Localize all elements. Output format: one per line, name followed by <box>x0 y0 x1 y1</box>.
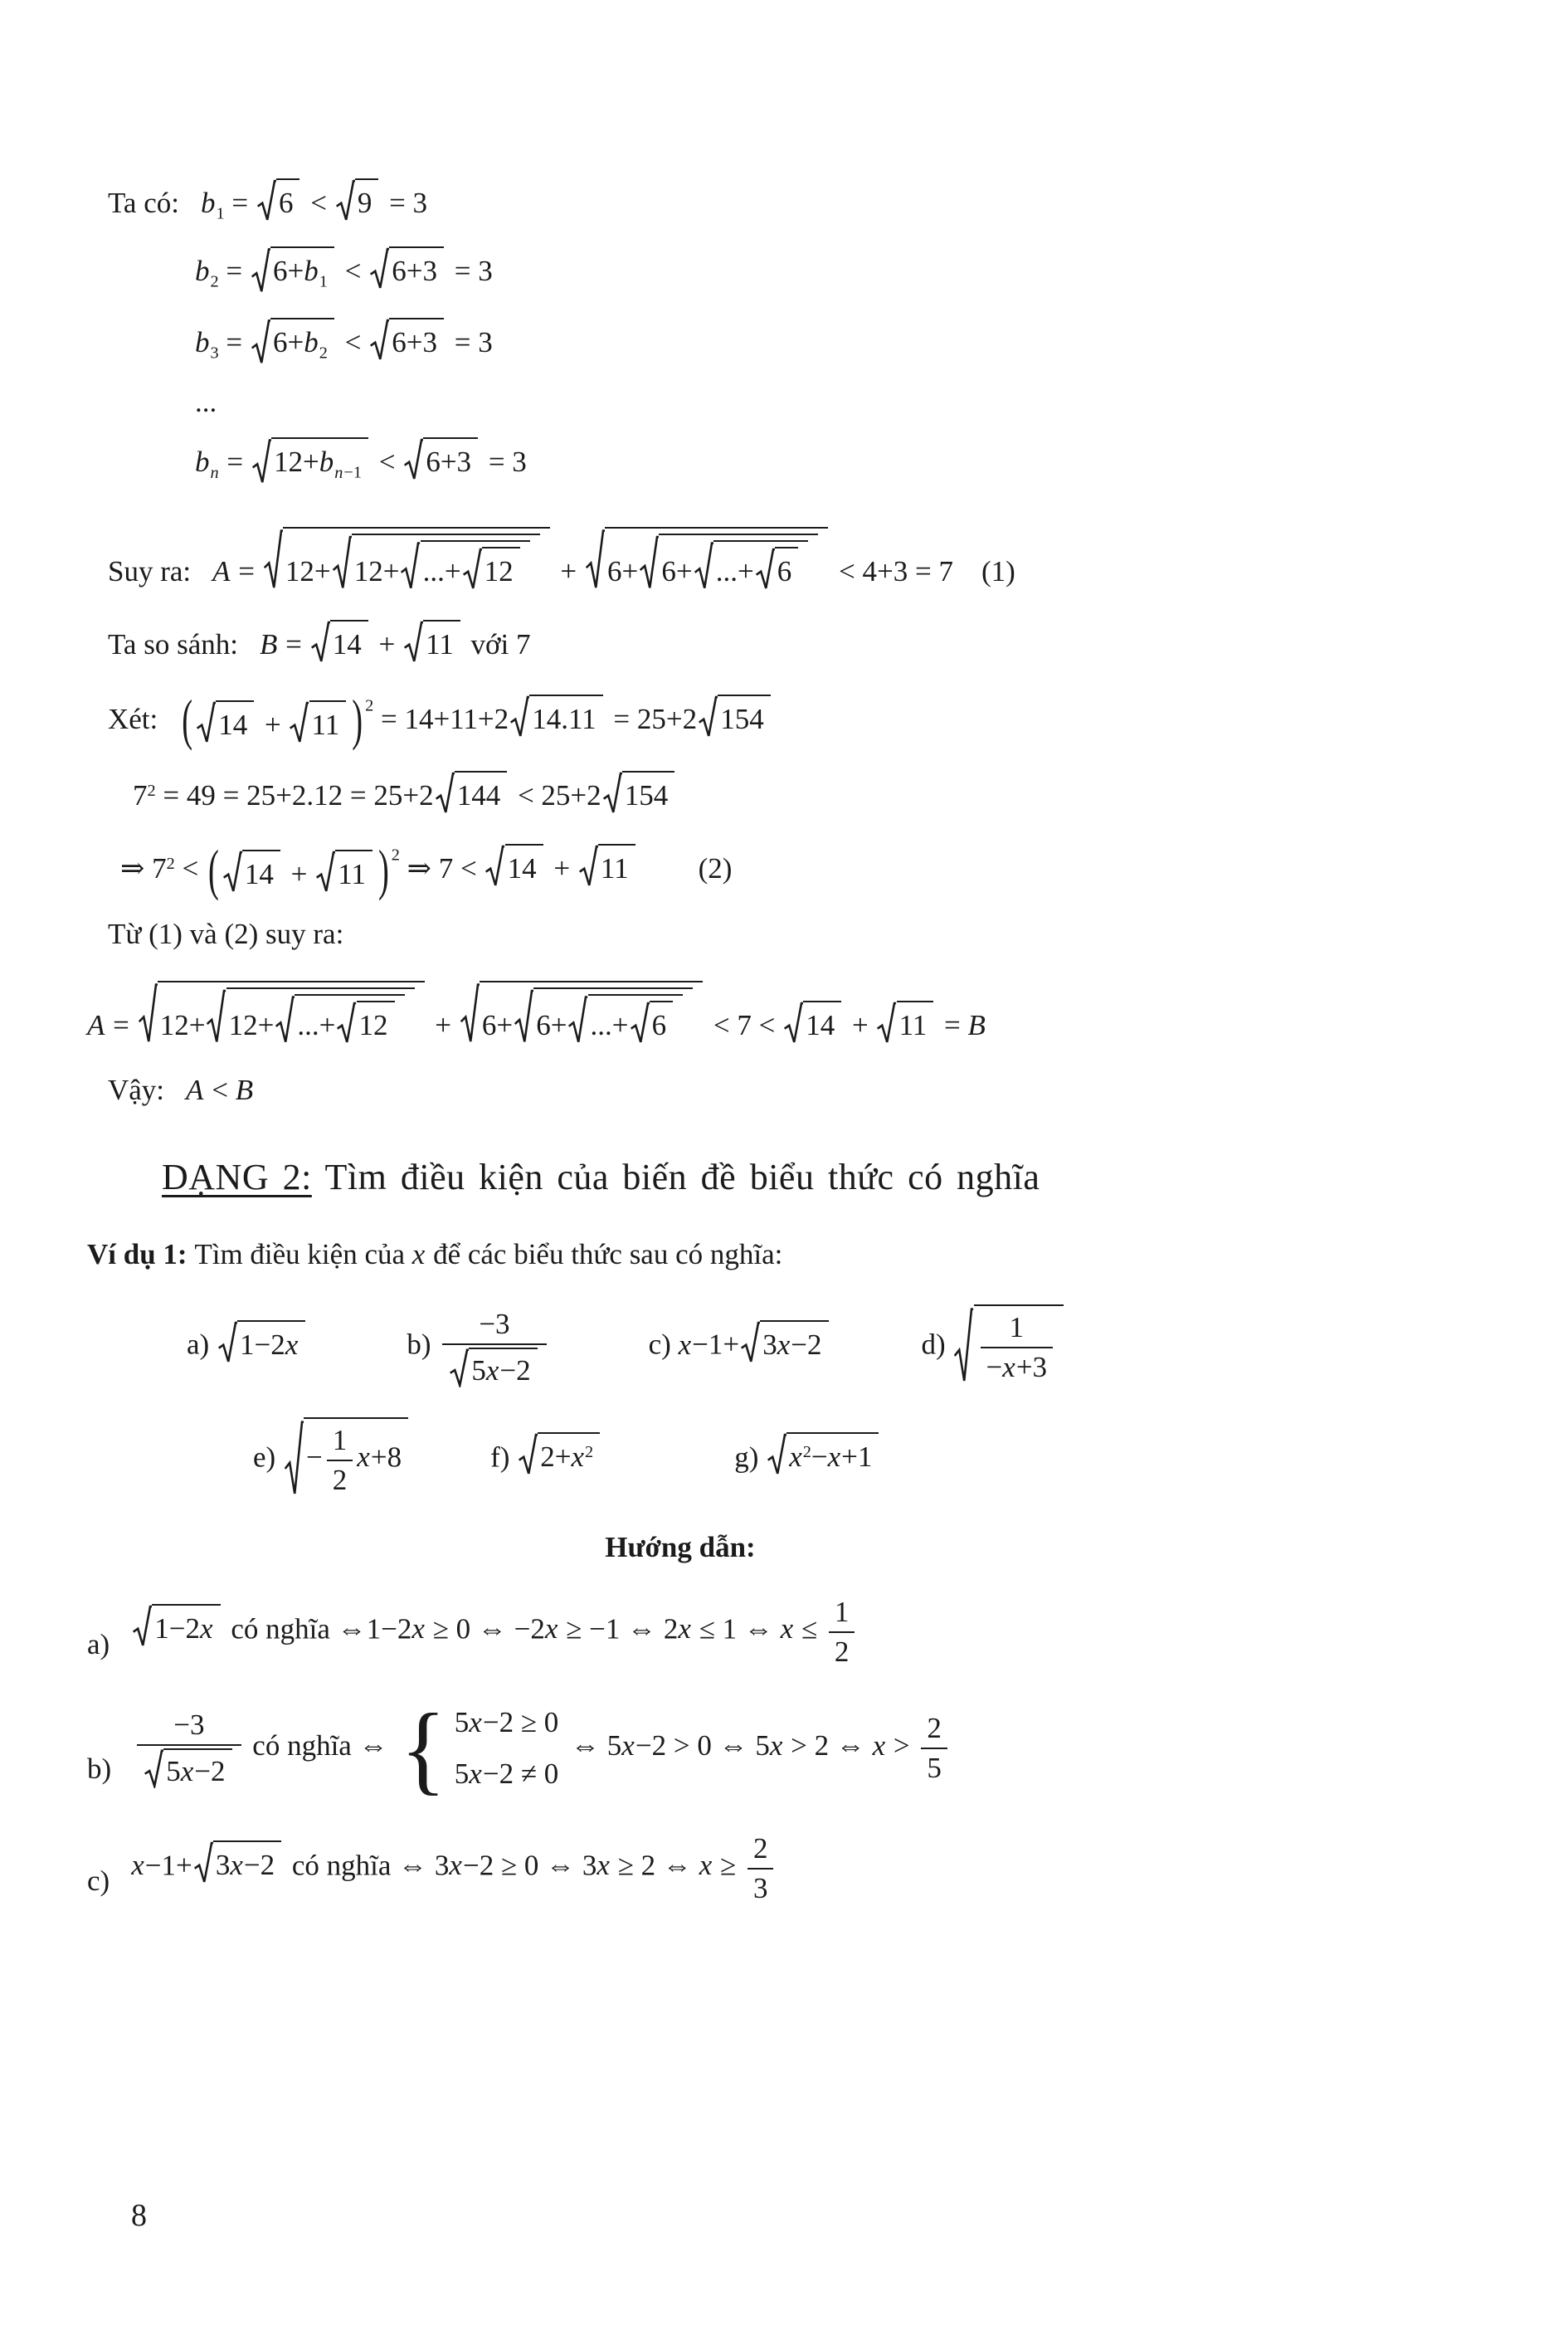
msub: 2 <box>319 344 328 363</box>
it: x <box>544 1612 558 1645</box>
sqrt-expression <box>631 1001 674 1044</box>
line-label: a) <box>87 1628 110 1661</box>
radical-sign-icon <box>370 318 389 361</box>
fraction <box>747 1832 774 1904</box>
it: b <box>319 445 334 478</box>
fraction <box>442 1308 546 1387</box>
it: x <box>285 1328 299 1361</box>
line-solution-c <box>87 1832 1477 1904</box>
sqrt-expression <box>133 1604 220 1647</box>
it: x <box>485 1354 499 1387</box>
it: x <box>357 1441 370 1474</box>
radicand: 11 <box>335 850 373 893</box>
line-implies <box>120 840 1477 902</box>
math-expression: DẠNG 2: Tìm điều kiện của biến đề biểu thức có nghĩa <box>162 1157 1040 1198</box>
radicand: 12 <box>357 1001 395 1044</box>
math-expression: ... <box>195 386 217 419</box>
line-label: Vậy: <box>108 1073 165 1106</box>
line-solution-a <box>87 1596 1477 1668</box>
line-vay <box>108 1072 1477 1109</box>
radicand: 154 <box>622 771 675 814</box>
radical-sign-icon <box>877 1001 896 1044</box>
crows <box>455 1704 559 1792</box>
sqrt-expression <box>285 1417 408 1496</box>
math-expression: A < B <box>186 1073 254 1106</box>
radicand: 12+ 12+ ...+ 12 <box>158 981 425 1044</box>
line-xet <box>108 690 1477 752</box>
it: b <box>195 255 210 288</box>
radicand: $x^2-x+1$ <box>786 1432 879 1475</box>
radical-sign-icon <box>568 994 587 1044</box>
pglyph: ) <box>352 690 363 752</box>
radicand: 11 <box>309 700 347 743</box>
line-b3 <box>195 318 1477 364</box>
it: n <box>334 463 343 482</box>
radicand: 14.11 <box>529 695 602 738</box>
it: x <box>469 1757 482 1790</box>
line-suy-ra <box>108 527 1477 590</box>
radical-sign-icon <box>337 1001 356 1044</box>
radicand: 6+ 6+ ...+ 6 <box>480 981 703 1044</box>
radical-sign-icon <box>197 700 216 743</box>
it: x <box>678 1328 692 1361</box>
fraction <box>921 1712 947 1784</box>
radical-sign-icon <box>404 620 423 663</box>
sqrt-expression <box>568 994 683 1044</box>
sqrt-expression <box>463 547 520 590</box>
math-expression: A = 12+ 12+ ...+ 12 + 6+ 6+ ...+ 6 < 7 < 14 + 11 = B <box>87 981 986 1044</box>
sqrt-expression <box>784 1001 841 1044</box>
radicand: 5x−2 <box>163 1748 231 1787</box>
radical-sign-icon <box>144 1748 163 1787</box>
radicand: ...+ 6 <box>588 994 684 1044</box>
sqrt-expression <box>603 771 675 814</box>
sqrt-expression <box>404 620 460 663</box>
msup: 2 <box>802 1443 811 1462</box>
pglyph: ( <box>207 840 219 902</box>
radical-sign-icon <box>741 1320 760 1363</box>
sqrt-expression <box>333 534 540 590</box>
radical-sign-icon <box>631 1001 650 1044</box>
radicand: 6 <box>650 1001 674 1044</box>
sqrt-expression <box>218 1320 305 1363</box>
condition-system <box>400 1692 559 1804</box>
sqrt-expression <box>401 540 529 590</box>
sqrt-expression <box>450 1348 537 1387</box>
it: x <box>200 1612 213 1645</box>
radical-sign-icon <box>223 850 242 893</box>
line-label: Xét: <box>108 702 158 735</box>
radicand: 6+ ...+ 6 <box>659 534 818 590</box>
paren <box>179 690 365 752</box>
sqrt-expression <box>877 1001 933 1044</box>
radicand: 12+ ...+ 12 <box>352 534 540 590</box>
den <box>137 1744 241 1787</box>
math-expression: Ví dụ 1: Tìm điều kiện của x để các biểu thức sau có nghĩa: <box>87 1238 783 1271</box>
line-solution-b <box>87 1692 1477 1804</box>
sqrt-expression <box>640 534 818 590</box>
hsp <box>832 1353 922 1354</box>
content <box>87 178 1477 1904</box>
sqrt-expression <box>194 1840 281 1884</box>
pglyph: ( <box>182 690 193 752</box>
sqrt-expression <box>337 1001 394 1044</box>
sqrt-expression <box>336 178 379 222</box>
num: −3 <box>173 1709 205 1742</box>
radicand: 14 <box>505 844 543 887</box>
radicand: 11 <box>423 620 460 663</box>
radicand: 14 <box>803 1001 841 1044</box>
msup: 2 <box>166 854 175 873</box>
den <box>442 1343 546 1387</box>
radicand: 12+ 12+ ...+ 12 <box>283 527 550 590</box>
sqrt-expression <box>519 1432 600 1475</box>
radical-sign-icon <box>450 1348 469 1387</box>
radical-sign-icon <box>954 1304 973 1383</box>
radicand <box>974 1304 1064 1383</box>
radical-sign-icon <box>510 695 529 738</box>
radical-sign-icon <box>218 1320 237 1363</box>
radicand: 11 <box>897 1001 934 1044</box>
it: x <box>872 1728 886 1762</box>
line-b2 <box>195 246 1477 293</box>
msub: n−1 <box>334 463 362 482</box>
num: 2 <box>752 1831 768 1865</box>
line-ta-so-sanh <box>108 620 1477 663</box>
it: x <box>571 1441 585 1474</box>
it: x <box>131 1849 144 1882</box>
radicand: ...+ 6 <box>713 540 809 590</box>
radical-sign-icon <box>264 527 283 590</box>
radical-sign-icon <box>404 437 423 480</box>
it: b <box>200 187 216 219</box>
radical-sign-icon <box>579 844 598 887</box>
sqrt-expression <box>197 700 254 743</box>
bold: Ví dụ 1: <box>87 1238 195 1271</box>
line-exercises-efg <box>253 1417 1477 1496</box>
sqrt-expression <box>370 318 444 361</box>
sqrt-expression <box>144 1748 231 1787</box>
radicand: $2+x^2$ <box>538 1432 600 1475</box>
hsp <box>603 1465 734 1466</box>
sqrt-expression <box>699 695 771 738</box>
msub: 2 <box>210 272 219 291</box>
math-expression: e) − $\frac{1}{2}$ x+8 f) $2+x^2$ g) $x^2-x+1$ <box>253 1417 882 1496</box>
radicand: 14 <box>216 700 254 743</box>
sqrt-expression <box>257 178 300 222</box>
math-expression: $b_1$ = 6 < 9 = 3 <box>201 178 427 225</box>
radical-sign-icon <box>251 318 270 364</box>
msup: 2 <box>365 696 374 715</box>
math-expression: $\frac{-3}{5x-2}$ có nghĩa ⇔ { 5x−2 ≥ 0 5x−2 ≠ 0 ⇔ 5x−2 > 0 ⇔ 5x > 2 ⇔ x > $\frac{2}{5}$ <box>133 1704 952 1792</box>
radicand: 11 <box>598 844 635 887</box>
radical-sign-icon <box>436 771 455 814</box>
sqrt-expression <box>756 547 799 590</box>
math-expression <box>605 1529 755 1566</box>
it: A <box>186 1073 204 1106</box>
crow: 5x−2 ≥ 0 <box>454 1706 559 1739</box>
sqrt-expression <box>460 981 703 1044</box>
it: x <box>777 1328 791 1361</box>
sqrt-expression <box>370 246 444 290</box>
radical-sign-icon <box>586 527 605 590</box>
radicand: 12+ ...+ 12 <box>226 987 415 1044</box>
fraction <box>829 1596 855 1668</box>
radicand: $6+b_2$ <box>270 318 334 364</box>
left-brace: { <box>400 1692 446 1804</box>
radicand: 144 <box>455 771 508 814</box>
radical-sign-icon <box>333 534 352 590</box>
it: b <box>304 326 319 359</box>
math-expression: $b_n$ = $12+b_{n-1}$ < 6+3 = 3 <box>195 437 527 484</box>
it: A <box>212 555 231 587</box>
fraction <box>137 1709 241 1787</box>
pbody: 14 + 11 <box>222 850 376 893</box>
radicand: 6+3 <box>389 246 444 290</box>
math-expression: B = 14 + 11 với 7 <box>260 620 531 663</box>
msup: 2 <box>585 1443 594 1462</box>
it: b <box>195 326 210 359</box>
sqrt-expression <box>694 540 809 590</box>
line-ta-co <box>108 178 1477 225</box>
radical-sign-icon <box>370 246 389 290</box>
bold: Hướng dẫn: <box>605 1530 756 1563</box>
radicand: 9 <box>355 178 379 222</box>
line-tu-1-va-2 <box>108 918 1477 951</box>
line-dots <box>195 384 1477 421</box>
pbody: 14 + 11 <box>195 700 349 743</box>
und: DẠNG 2: <box>162 1157 312 1198</box>
sqrt-expression <box>139 981 425 1044</box>
math-expression: x−1+ 3x−2 có nghĩa ⇔ 3x−2 ≥ 0 ⇔ 3x ≥ 2 ⇔ x ≥ $\frac{2}{3}$ <box>131 1832 777 1904</box>
it: x <box>1002 1351 1015 1384</box>
it: x <box>621 1728 635 1762</box>
sqrt-expression <box>485 844 543 887</box>
hsp <box>309 1353 407 1354</box>
radicand: $12+b_{n-1}$ <box>271 437 368 484</box>
it: x <box>827 1441 841 1474</box>
math-expression: $b_2$ = $6+b_1$ < 6+3 = 3 <box>195 246 493 293</box>
equation-tag: (1) <box>981 555 1015 587</box>
radicand: 6+3 <box>389 318 444 361</box>
radical-sign-icon <box>251 246 270 293</box>
radical-sign-icon <box>257 178 276 222</box>
radical-sign-icon <box>699 695 718 738</box>
line-label: c) <box>87 1864 110 1897</box>
it: x <box>411 1612 425 1645</box>
sqrt-expression <box>290 700 346 743</box>
radicand: 12 <box>482 547 520 590</box>
it: x <box>230 1849 243 1882</box>
line-a-final <box>87 981 1477 1044</box>
it: x <box>469 1706 482 1739</box>
msub: 1 <box>216 204 225 223</box>
den: −x+3 <box>981 1347 1054 1383</box>
num: −3 <box>479 1308 510 1341</box>
sqrt-expression <box>514 987 693 1044</box>
radical-sign-icon <box>316 850 335 893</box>
radical-sign-icon <box>207 987 226 1044</box>
sqrt-expression <box>316 850 373 893</box>
radicand: 6+ 6+ ...+ 6 <box>605 527 828 590</box>
sqrt-expression <box>436 771 508 814</box>
radical-sign-icon <box>767 1432 786 1475</box>
sqrt-expression <box>741 1320 828 1363</box>
sqrt-expression <box>252 437 368 484</box>
crow: 5x−2 ≠ 0 <box>454 1757 559 1790</box>
sqrt-expression <box>586 527 828 590</box>
radical-sign-icon <box>290 700 309 743</box>
hsp <box>411 1465 490 1466</box>
it: B <box>235 1073 254 1106</box>
radical-sign-icon <box>694 540 713 590</box>
den: 2 <box>829 1631 855 1668</box>
pglyph: ) <box>377 840 389 902</box>
radical-sign-icon <box>401 540 420 590</box>
radicand: − $\frac{1}{2}$ x+8 <box>304 1417 408 1496</box>
radicand: 6 <box>276 178 300 222</box>
it: x <box>678 1612 691 1645</box>
line-vi-du-1 <box>87 1236 1477 1273</box>
line-label: b) <box>87 1752 112 1785</box>
sqrt-expression <box>264 527 550 590</box>
it: b <box>304 255 319 288</box>
it: x <box>780 1612 794 1645</box>
radical-sign-icon <box>336 178 355 222</box>
sqrt-expression <box>251 246 334 293</box>
line-heading-dang-2 <box>162 1154 1477 1200</box>
sqrt-expression <box>510 695 603 738</box>
it: n <box>210 463 219 482</box>
radicand: 5x−2 <box>469 1348 537 1387</box>
it: x <box>789 1441 802 1474</box>
sqrt-expression <box>579 844 635 887</box>
radical-sign-icon <box>194 1840 213 1884</box>
fraction <box>327 1424 353 1496</box>
it: x <box>699 1849 713 1882</box>
radical-sign-icon <box>784 1001 803 1044</box>
radicand: 1−2x <box>152 1604 220 1647</box>
msub: 3 <box>210 344 219 363</box>
sqrt-expression <box>251 318 334 364</box>
radical-sign-icon <box>514 987 533 1044</box>
radical-sign-icon <box>640 534 659 590</box>
equation-tag: (2) <box>698 852 733 885</box>
hsp <box>551 1353 649 1354</box>
radicand: 3x−2 <box>213 1840 281 1884</box>
den: 3 <box>747 1868 774 1904</box>
it: x <box>180 1755 194 1788</box>
msub: 1 <box>319 272 328 291</box>
radical-sign-icon <box>603 771 622 814</box>
math-expression: A = 12+ 12+ ...+ 12 + 6+ 6+ ...+ 6 < 4+3 = 7 <box>212 527 953 590</box>
radicand: 14 <box>330 620 368 663</box>
msub <box>211 464 220 482</box>
radical-sign-icon <box>463 547 482 590</box>
it: A <box>87 1008 105 1041</box>
sqrt-expression <box>207 987 414 1044</box>
num: 1 <box>834 1595 850 1628</box>
radicand: 14 <box>242 850 280 893</box>
radical-sign-icon <box>285 1417 304 1496</box>
line-huong-dan <box>108 1529 1253 1566</box>
num: 1 <box>1009 1311 1025 1344</box>
it: x <box>769 1728 783 1762</box>
radical-sign-icon <box>311 620 330 663</box>
radical-sign-icon <box>519 1432 538 1475</box>
page-number: 8 <box>131 2198 147 2233</box>
line-exercises-abcd <box>187 1304 1477 1387</box>
line-label: Ta có: <box>108 187 179 219</box>
math-expression: ( 14 + 11 ) $^2$ = 14+11+2 14.11 = 25+2 154 <box>179 695 773 743</box>
it: x <box>449 1849 462 1882</box>
den: 5 <box>921 1748 947 1784</box>
it: B <box>259 627 278 661</box>
radicand: 6 <box>775 547 799 590</box>
num: 2 <box>927 1712 942 1745</box>
radicand: 6+ ...+ 6 <box>533 987 693 1044</box>
sqrt-expression <box>767 1432 879 1475</box>
radical-sign-icon <box>275 994 295 1044</box>
line-label: Ta so sánh: <box>108 627 238 661</box>
radicand: 154 <box>718 695 771 738</box>
it: b <box>195 445 210 478</box>
math-expression: $b_3$ = $6+b_2$ < 6+3 = 3 <box>195 318 493 364</box>
radicand: 1−2x <box>237 1320 305 1363</box>
radical-sign-icon <box>460 981 480 1044</box>
radical-sign-icon <box>485 844 504 887</box>
fraction <box>981 1311 1054 1383</box>
sqrt-expression <box>954 1304 1064 1383</box>
line-bn <box>195 437 1477 484</box>
radical-sign-icon <box>252 437 271 484</box>
radicand: ...+ 12 <box>421 540 530 590</box>
math-expression: ⇒ $7^2$ < ( 14 + 11 ) $^2$ ⇒ 7 < 14 + 11 <box>120 844 639 893</box>
den: 2 <box>327 1460 353 1496</box>
radicand: 6+3 <box>423 437 478 480</box>
radicand: ...+ 12 <box>295 994 404 1044</box>
sqrt-expression <box>223 850 280 893</box>
sqrt-expression <box>275 994 404 1044</box>
sqrt-expression <box>311 620 368 663</box>
radicand: 3x−2 <box>760 1320 828 1363</box>
msup: 2 <box>391 846 400 865</box>
math-expression: a) 1−2x b) $\frac{-3}{5x-2}$ c) x−1+ 3x−2 d) $\frac{1}{-x+3}$ <box>187 1304 1067 1387</box>
radicand: $6+b_1$ <box>270 246 334 293</box>
radical-sign-icon <box>756 547 775 590</box>
sqrt-expression <box>404 437 478 480</box>
math-expression: $7^2 = 49 = 25+2.12 = 25+2$ 144 < 25+2 154 <box>133 771 678 814</box>
radical-sign-icon <box>139 981 158 1044</box>
num: 1 <box>332 1423 348 1456</box>
it: x <box>597 1849 610 1882</box>
line-label: Suy ra: <box>108 555 192 587</box>
radical-sign-icon <box>133 1604 152 1647</box>
it: x <box>411 1238 426 1271</box>
line-label: Từ (1) và (2) suy ra: <box>108 917 344 950</box>
line-7-squared <box>133 771 1477 814</box>
math-expression: 1−2x có nghĩa ⇔1−2x ≥ 0 ⇔ −2x ≥ −1 ⇔ 2x ≤ 1 ⇔ x ≤ $\frac{1}{2}$ <box>131 1596 859 1668</box>
it: B <box>967 1008 986 1041</box>
msup: 2 <box>147 782 156 801</box>
paren <box>206 840 392 902</box>
